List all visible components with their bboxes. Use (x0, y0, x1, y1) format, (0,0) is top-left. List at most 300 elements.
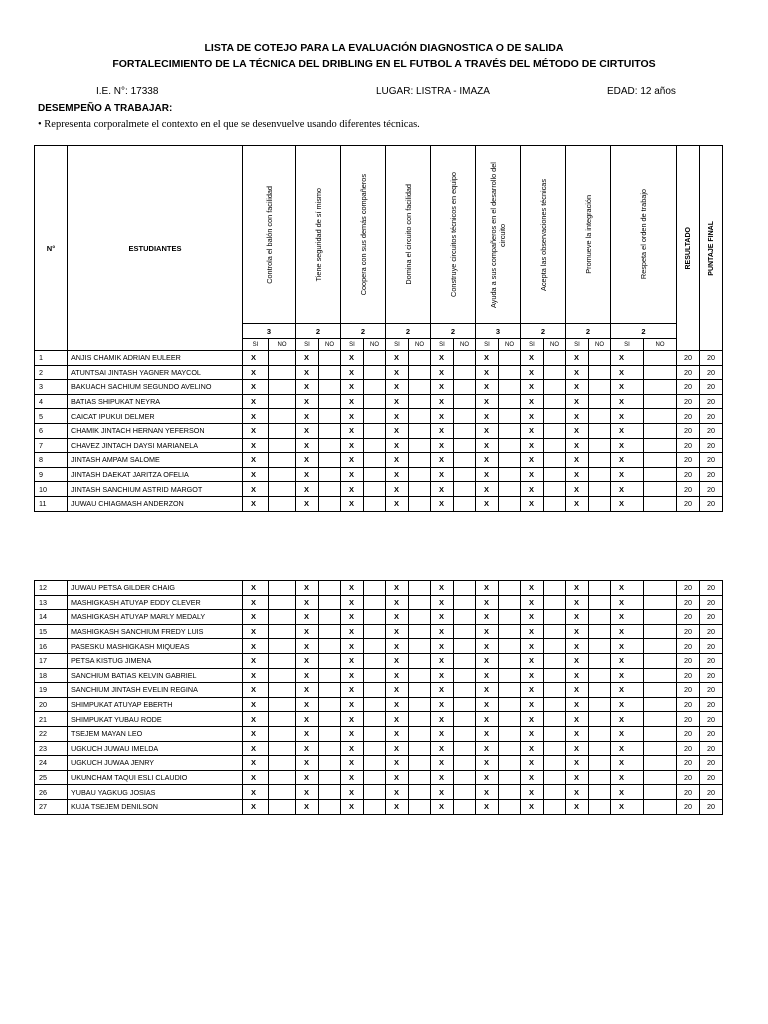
si-mark: X (476, 380, 499, 395)
si-mark: X (476, 624, 499, 639)
no-mark (499, 639, 521, 654)
si-mark: X (243, 741, 269, 756)
student-name: SHIMPUKAT YUBAU RODE (68, 712, 243, 727)
si-mark: X (386, 653, 409, 668)
si-mark: X (341, 467, 364, 482)
student-number: 1 (35, 351, 68, 366)
student-name: JUWAU CHIAGMASH ANDERZON (68, 496, 243, 511)
no-header: NO (269, 339, 296, 351)
si-mark: X (341, 712, 364, 727)
si-mark: X (611, 741, 644, 756)
si-mark: X (296, 697, 319, 712)
si-mark: X (386, 394, 409, 409)
si-mark: X (566, 624, 589, 639)
no-mark (454, 770, 476, 785)
si-mark: X (243, 595, 269, 610)
final-score-value: 20 (700, 624, 723, 639)
student-name: JINTASH SANCHIUM ASTRID MARGOT (68, 482, 243, 497)
no-mark (319, 653, 341, 668)
si-mark: X (566, 595, 589, 610)
no-mark (319, 610, 341, 625)
no-mark (644, 799, 677, 814)
si-mark: X (341, 496, 364, 511)
result-value: 20 (677, 799, 700, 814)
no-mark (409, 496, 431, 511)
student-number: 13 (35, 595, 68, 610)
si-mark: X (431, 595, 454, 610)
si-mark: X (566, 467, 589, 482)
si-mark: X (386, 351, 409, 366)
result-value: 20 (677, 595, 700, 610)
si-mark: X (611, 409, 644, 424)
no-mark (364, 756, 386, 771)
no-mark (644, 639, 677, 654)
student-name: UGKUCH JUWAA JENRY (68, 756, 243, 771)
si-mark: X (521, 697, 544, 712)
si-mark: X (243, 482, 269, 497)
no-mark (364, 467, 386, 482)
si-mark: X (341, 380, 364, 395)
si-mark: X (341, 756, 364, 771)
si-mark: X (431, 683, 454, 698)
no-mark (409, 799, 431, 814)
student-name: JINTASH DAEKAT JARITZA OFELIA (68, 467, 243, 482)
student-row (35, 423, 723, 438)
no-mark (454, 697, 476, 712)
si-mark: X (521, 624, 544, 639)
result-value: 20 (677, 394, 700, 409)
si-mark: X (431, 697, 454, 712)
no-mark (589, 683, 611, 698)
si-mark: X (296, 624, 319, 639)
no-mark (644, 351, 677, 366)
no-mark (269, 351, 296, 366)
si-mark: X (521, 668, 544, 683)
student-row (35, 595, 723, 610)
no-mark (499, 595, 521, 610)
student-number: 2 (35, 365, 68, 380)
si-mark: X (521, 639, 544, 654)
student-row (35, 683, 723, 698)
si-mark: X (386, 799, 409, 814)
si-header: SI (431, 339, 454, 351)
student-row (35, 394, 723, 409)
no-mark (409, 380, 431, 395)
no-mark (544, 697, 566, 712)
no-mark (364, 653, 386, 668)
no-mark (319, 770, 341, 785)
si-mark: X (296, 409, 319, 424)
si-mark: X (296, 496, 319, 511)
final-score-value: 20 (700, 639, 723, 654)
no-mark (589, 351, 611, 366)
no-mark (454, 639, 476, 654)
document-title: LISTA DE COTEJO PARA LA EVALUACIÓN DIAGNOSTICA O DE SALIDA (204, 42, 564, 54)
si-mark: X (386, 610, 409, 625)
si-mark: X (611, 467, 644, 482)
si-mark: X (431, 394, 454, 409)
criterion-header (431, 146, 476, 324)
no-mark (454, 482, 476, 497)
no-mark (589, 726, 611, 741)
no-mark (589, 496, 611, 511)
si-mark: X (243, 668, 269, 683)
criterion-header (521, 146, 566, 324)
no-mark (499, 653, 521, 668)
si-mark: X (341, 610, 364, 625)
student-row (35, 438, 723, 453)
criterion-label: Tiene seguridad de sí mismo (313, 187, 323, 282)
no-mark (644, 380, 677, 395)
no-mark (364, 438, 386, 453)
si-mark: X (521, 683, 544, 698)
no-mark (319, 785, 341, 800)
final-score-value: 20 (700, 770, 723, 785)
final-score-value: 20 (700, 741, 723, 756)
student-number: 5 (35, 409, 68, 424)
no-mark (364, 799, 386, 814)
si-mark: X (566, 351, 589, 366)
no-mark (319, 726, 341, 741)
no-mark (319, 394, 341, 409)
si-mark: X (611, 380, 644, 395)
student-name: JUWAU PETSA GILDER CHAIG (68, 581, 243, 596)
no-mark (364, 380, 386, 395)
no-mark (454, 365, 476, 380)
no-mark (499, 453, 521, 468)
si-mark: X (611, 581, 644, 596)
si-mark: X (386, 581, 409, 596)
si-mark: X (521, 482, 544, 497)
no-mark (644, 668, 677, 683)
no-mark (544, 380, 566, 395)
no-mark (409, 610, 431, 625)
si-mark: X (243, 409, 269, 424)
no-mark (544, 799, 566, 814)
no-mark (409, 438, 431, 453)
si-mark: X (521, 756, 544, 771)
si-mark: X (611, 668, 644, 683)
no-mark (499, 799, 521, 814)
no-mark (269, 726, 296, 741)
result-value: 20 (677, 581, 700, 596)
si-mark: X (386, 624, 409, 639)
no-mark (644, 595, 677, 610)
criterion-weight: 2 (566, 324, 611, 339)
no-mark (544, 683, 566, 698)
no-mark (454, 438, 476, 453)
student-row (35, 610, 723, 625)
no-mark (364, 351, 386, 366)
student-name: UKUNCHAM TAQUI ESLI CLAUDIO (68, 770, 243, 785)
no-mark (409, 453, 431, 468)
student-row (35, 496, 723, 511)
student-number: 15 (35, 624, 68, 639)
criterion-header (611, 146, 677, 324)
criterion-weight: 3 (243, 324, 296, 339)
si-mark: X (243, 624, 269, 639)
no-header: NO (364, 339, 386, 351)
si-mark: X (521, 799, 544, 814)
si-mark: X (341, 365, 364, 380)
si-mark: X (611, 610, 644, 625)
no-mark (409, 683, 431, 698)
result-value: 20 (677, 653, 700, 668)
student-number: 9 (35, 467, 68, 482)
si-mark: X (566, 668, 589, 683)
si-mark: X (566, 365, 589, 380)
no-mark (409, 409, 431, 424)
no-mark (454, 467, 476, 482)
result-value: 20 (677, 380, 700, 395)
si-mark: X (611, 756, 644, 771)
no-mark (499, 770, 521, 785)
no-mark (499, 380, 521, 395)
no-mark (589, 394, 611, 409)
si-mark: X (476, 453, 499, 468)
no-mark (319, 453, 341, 468)
si-mark: X (521, 467, 544, 482)
no-mark (644, 496, 677, 511)
student-number: 10 (35, 482, 68, 497)
si-mark: X (296, 799, 319, 814)
no-mark (319, 639, 341, 654)
no-mark (454, 624, 476, 639)
result-value: 20 (677, 482, 700, 497)
si-mark: X (243, 697, 269, 712)
no-mark (364, 697, 386, 712)
result-value: 20 (677, 668, 700, 683)
si-mark: X (611, 482, 644, 497)
si-mark: X (243, 799, 269, 814)
no-mark (499, 409, 521, 424)
no-mark (454, 785, 476, 800)
no-mark (269, 610, 296, 625)
no-mark (269, 653, 296, 668)
si-mark: X (431, 409, 454, 424)
si-mark: X (243, 653, 269, 668)
student-name: CAICAT IPUKUI DELMER (68, 409, 243, 424)
no-mark (269, 712, 296, 727)
no-header: NO (409, 339, 431, 351)
no-mark (644, 726, 677, 741)
student-number: 6 (35, 423, 68, 438)
no-mark (544, 668, 566, 683)
si-mark: X (476, 365, 499, 380)
no-mark (454, 380, 476, 395)
no-mark (589, 639, 611, 654)
si-mark: X (296, 423, 319, 438)
final-score-label: PUNTAJE FINAL (707, 220, 715, 276)
si-mark: X (476, 482, 499, 497)
si-mark: X (566, 799, 589, 814)
no-mark (544, 610, 566, 625)
si-mark: X (476, 423, 499, 438)
si-mark: X (341, 639, 364, 654)
si-mark: X (296, 581, 319, 596)
no-mark (499, 351, 521, 366)
student-number: 11 (35, 496, 68, 511)
no-mark (364, 610, 386, 625)
si-mark: X (431, 639, 454, 654)
si-mark: X (521, 726, 544, 741)
student-name: SANCHIUM BATIAS KELVIN GABRIEL (68, 668, 243, 683)
criterion-label: Ayuda a sus compañeros en el desarrollo del circuito (489, 161, 507, 308)
no-mark (409, 770, 431, 785)
criterion-header (386, 146, 431, 324)
si-mark: X (243, 394, 269, 409)
si-mark: X (611, 726, 644, 741)
si-mark: X (243, 785, 269, 800)
no-mark (364, 595, 386, 610)
si-mark: X (521, 741, 544, 756)
student-row (35, 697, 723, 712)
si-mark: X (341, 438, 364, 453)
si-mark: X (296, 482, 319, 497)
si-mark: X (566, 683, 589, 698)
student-name: ATUNTSAI JINTASH YAGNER MAYCOL (68, 365, 243, 380)
si-mark: X (431, 712, 454, 727)
si-mark: X (431, 770, 454, 785)
desempeno-text: • Representa corporalmete el contexto en el que se desenvuelve usando diferentes técnicas. (38, 119, 420, 130)
si-mark: X (341, 668, 364, 683)
no-mark (364, 453, 386, 468)
no-mark (319, 467, 341, 482)
no-mark (589, 581, 611, 596)
no-mark (499, 610, 521, 625)
no-mark (544, 639, 566, 654)
no-mark (269, 639, 296, 654)
no-mark (499, 624, 521, 639)
si-mark: X (476, 697, 499, 712)
no-mark (589, 595, 611, 610)
result-value: 20 (677, 409, 700, 424)
si-mark: X (611, 683, 644, 698)
si-mark: X (341, 482, 364, 497)
no-mark (499, 756, 521, 771)
no-mark (544, 467, 566, 482)
si-mark: X (243, 726, 269, 741)
si-header: SI (611, 339, 644, 351)
no-mark (409, 697, 431, 712)
si-mark: X (521, 595, 544, 610)
final-score-value: 20 (700, 380, 723, 395)
final-score-value: 20 (700, 726, 723, 741)
si-mark: X (431, 610, 454, 625)
no-mark (409, 785, 431, 800)
si-mark: X (296, 467, 319, 482)
si-mark: X (611, 770, 644, 785)
si-mark: X (566, 423, 589, 438)
result-label: RESULTADO (684, 226, 692, 270)
student-name: KUJA TSEJEM DENILSON (68, 799, 243, 814)
si-mark: X (476, 496, 499, 511)
si-mark: X (243, 639, 269, 654)
result-value: 20 (677, 756, 700, 771)
no-mark (499, 726, 521, 741)
no-mark (269, 624, 296, 639)
si-mark: X (476, 726, 499, 741)
ie-value: 17338 (130, 86, 159, 97)
si-mark: X (431, 756, 454, 771)
result-value: 20 (677, 467, 700, 482)
si-mark: X (296, 668, 319, 683)
no-mark (269, 467, 296, 482)
no-mark (499, 482, 521, 497)
student-row (35, 726, 723, 741)
no-mark (409, 423, 431, 438)
criterion-header (476, 146, 521, 324)
no-mark (319, 741, 341, 756)
si-mark: X (386, 712, 409, 727)
final-score-value: 20 (700, 610, 723, 625)
final-score-value: 20 (700, 799, 723, 814)
si-mark: X (476, 741, 499, 756)
no-mark (644, 438, 677, 453)
no-mark (319, 668, 341, 683)
final-score-value: 20 (700, 467, 723, 482)
no-mark (589, 653, 611, 668)
no-mark (409, 668, 431, 683)
si-mark: X (296, 438, 319, 453)
final-score-value: 20 (700, 712, 723, 727)
no-mark (589, 756, 611, 771)
si-mark: X (521, 770, 544, 785)
no-mark (544, 785, 566, 800)
no-mark (644, 697, 677, 712)
result-value: 20 (677, 785, 700, 800)
no-mark (544, 438, 566, 453)
student-number: 3 (35, 380, 68, 395)
student-name: JINTASH AMPAM SALOME (68, 453, 243, 468)
si-mark: X (566, 581, 589, 596)
student-number: 7 (35, 438, 68, 453)
no-mark (269, 799, 296, 814)
no-mark (589, 610, 611, 625)
no-mark (454, 453, 476, 468)
si-mark: X (386, 496, 409, 511)
no-mark (269, 668, 296, 683)
no-mark (589, 380, 611, 395)
no-header: NO (319, 339, 341, 351)
si-mark: X (296, 741, 319, 756)
no-mark (544, 365, 566, 380)
student-name: BAKUACH SACHIUM SEGUNDO AVELINO (68, 380, 243, 395)
criterion-weight: 2 (431, 324, 476, 339)
student-row (35, 785, 723, 800)
no-mark (409, 741, 431, 756)
criterion-label: Construye circuitos técnicos en equipo (448, 172, 458, 297)
si-mark: X (296, 394, 319, 409)
final-score-value: 20 (700, 581, 723, 596)
si-mark: X (386, 668, 409, 683)
criterion-header (296, 146, 341, 324)
student-row (35, 624, 723, 639)
no-mark (589, 697, 611, 712)
no-mark (454, 610, 476, 625)
si-mark: X (476, 653, 499, 668)
no-mark (499, 438, 521, 453)
no-mark (644, 624, 677, 639)
si-header: SI (476, 339, 499, 351)
si-mark: X (476, 785, 499, 800)
no-mark (319, 712, 341, 727)
si-mark: X (386, 482, 409, 497)
no-mark (319, 482, 341, 497)
no-mark (454, 712, 476, 727)
final-score-value: 20 (700, 409, 723, 424)
evaluation-table-part-2 (34, 580, 723, 815)
